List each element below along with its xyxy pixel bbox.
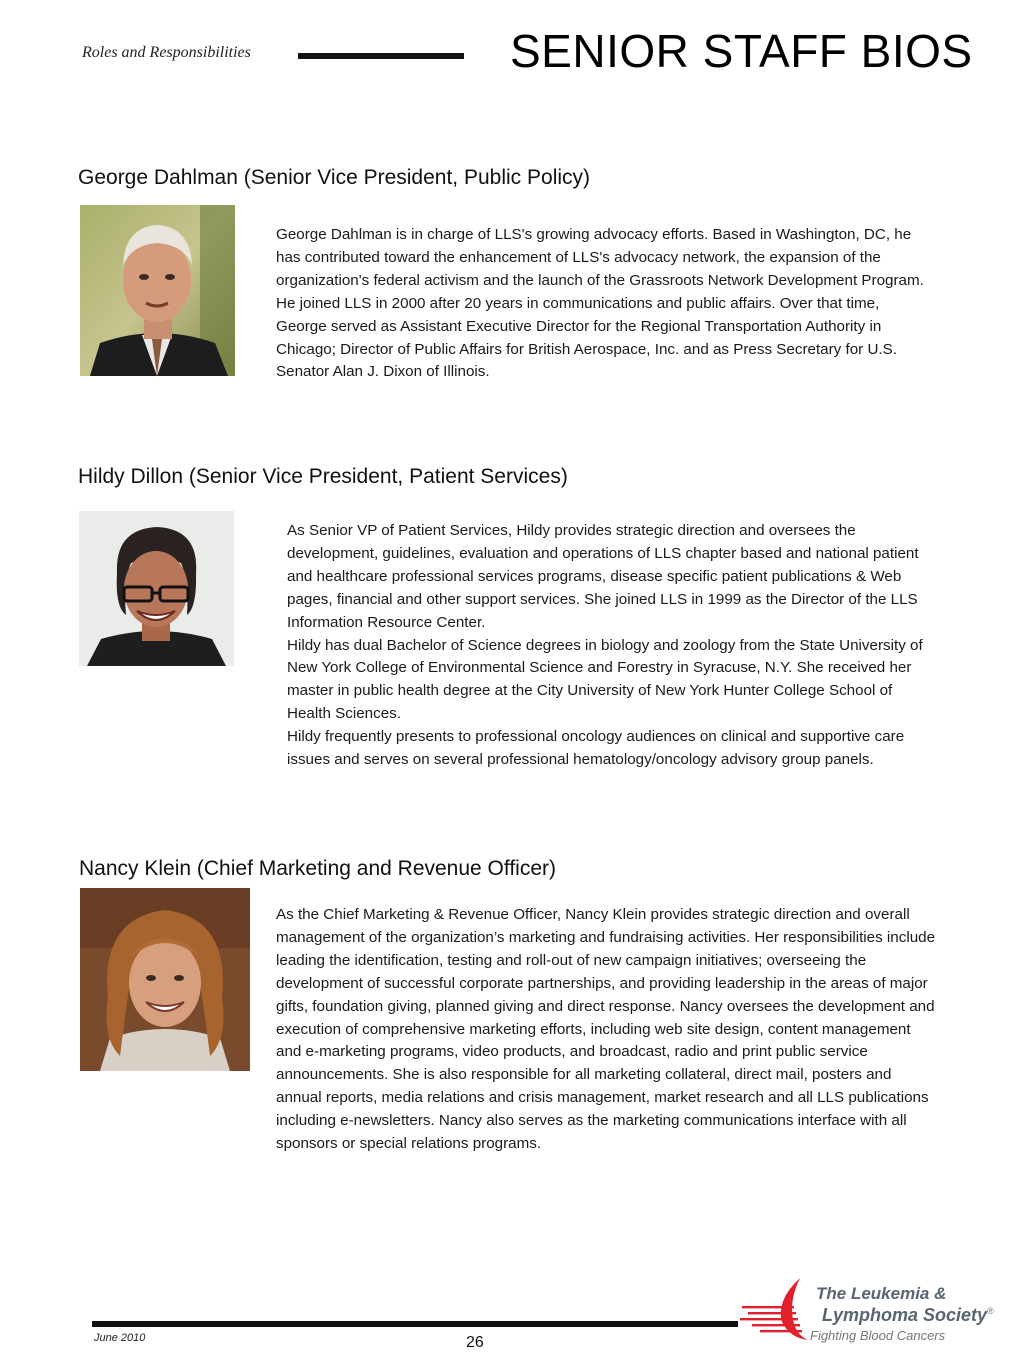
lls-logo-flame-icon [738, 1278, 818, 1340]
bio-paragraph: Hildy has dual Bachelor of Science degrees in biology and zoology from the State University of New York College of Environmental Science and Forestry in Syracuse, N.Y. She received her master in public health degree at the City University of New York Hunter College School of Health Sciences. [287, 636, 923, 723]
bio-paragraph: Hildy frequently presents to professional oncology audiences on clinical and supportive care issues and serves on several professional hematology/oncology advisory group panels. [287, 728, 905, 769]
footer-rule [92, 1321, 738, 1327]
logo-text-line2-main: Lymphoma Society [822, 1305, 988, 1325]
section-heading-dillon: Hildy Dillon (Senior Vice President, Patient Services) [78, 465, 568, 488]
header-subtitle: Roles and Responsibilities [82, 44, 251, 61]
section-heading-klein: Nancy Klein (Chief Marketing and Revenue Officer) [79, 857, 557, 880]
bio-hildy-dillon [287, 520, 937, 772]
page-number: 26 [466, 1334, 484, 1351]
photo-nancy-klein [80, 888, 250, 1071]
bio-nancy-klein [276, 904, 940, 1156]
logo-tagline: Fighting Blood Cancers [810, 1328, 946, 1343]
photo-george-dahlman [80, 205, 235, 376]
section-heading-dahlman: George Dahlman (Senior Vice President, Public Policy) [78, 166, 591, 189]
bio-paragraph: George Dahlman is in charge of LLS's growing advocacy efforts. Based in Washington, DC, he has contributed toward the enhancement of LLS's advocacy network, the expansion of the organization's federal activism and the launch of the Grassroots Network Development Program. He joined LLS in 2000 after 20 years in communications and public affairs. Over that time, George served as Assistant Executive Director for the Regional Transportation Authority in Chicago; Director of Public Affairs for British Aerospace, Inc. and as Press Secretary for U.S. Senator Alan J. Dixon of Illinois. [276, 226, 924, 381]
logo-text-line2 [822, 1305, 994, 1326]
header-rule [298, 53, 464, 59]
logo-text-line1: The Leukemia & [816, 1284, 947, 1303]
lls-logo [738, 1276, 1008, 1346]
bio-paragraph: As Senior VP of Patient Services, Hildy provides strategic direction and oversees the development, guidelines, evaluation and operations of LLS chapter based and national patient and healthcare professional services programs, disease specific patient publications & Web pages, financial and other support services. She joined LLS in 1999 as the Director of the LLS Information Resource Center. [287, 522, 919, 631]
bio-george-dahlman [276, 224, 926, 384]
photo-hildy-dillon [79, 511, 234, 666]
page-title: SENIOR STAFF BIOS [510, 25, 973, 77]
registered-mark: ® [987, 1306, 994, 1316]
bio-paragraph: As the Chief Marketing & Revenue Officer, Nancy Klein provides strategic direction and overall management of the organization’s marketing and fundraising activities. Her responsibilities include leading the identification, testing and roll-out of new campaign initiatives; overseeing the development of successful corporate partnerships, and providing leadership in the areas of major gifts, foundation giving, planned giving and direct response. Nancy oversees the development and execution of comprehensive marketing efforts, including web site design, content management and e-marketing programs, video products, and broadcast, radio and print public service announcements. She is also responsible for all marketing collateral, direct mail, posters and annual reports, media relations and crisis management, market research and all LLS publications including e-newsletters. Nancy also serves as the marketing communications interface with all sponsors or special relations programs. [276, 906, 936, 1153]
footer-date: June 2010 [94, 1332, 146, 1344]
